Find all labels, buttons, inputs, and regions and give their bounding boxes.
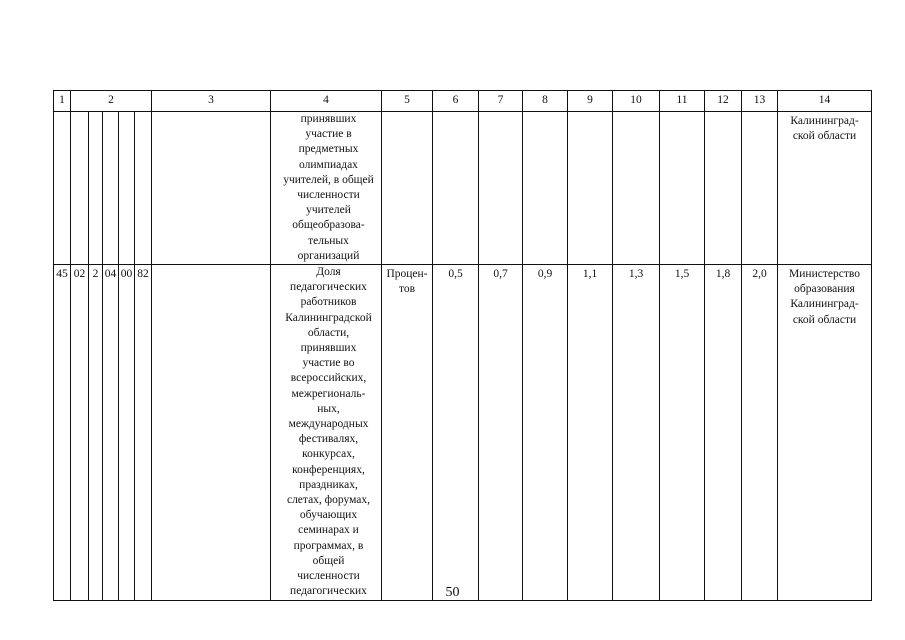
code-cell-2: 02: [71, 265, 89, 600]
value-cell-7: 0,7: [479, 265, 523, 600]
col-3-cell: [152, 112, 271, 265]
code-cell-5: 00: [119, 265, 135, 600]
code-cell-6: 82: [135, 265, 152, 600]
table-row-continued: [54, 112, 872, 265]
indicator-name-text: Доля педагогических работников Калининградской области, принявших участие во всероссийских, межрегиональ- ных, международных фестивалях, конкурсах, конференциях, праздниках, слетах, форумах, обучающих семинарах и программах, в общей численности педагогических: [285, 266, 372, 598]
indicator-name-text: принявших участие в предметных олимпиадах учителей, в общей численности учителей общеобразова- тельных организаций: [283, 113, 374, 262]
header-col-12: 12: [705, 91, 742, 112]
value-cell-8: 0,9: [523, 265, 568, 600]
code-cell: [54, 112, 71, 265]
value-cell-12: 1,8: [705, 265, 742, 600]
header-col-2: 2: [71, 91, 152, 112]
value-cell: [742, 112, 778, 265]
responsible-org-cell: [778, 265, 872, 600]
header-col-11: 11: [660, 91, 705, 112]
header-col-14: 14: [778, 91, 872, 112]
responsible-org-text: Калининград- ской области: [790, 115, 859, 143]
value-cell: [479, 112, 523, 265]
header-col-1: 1: [54, 91, 71, 112]
value-cell-6: 0,5: [433, 265, 479, 600]
header-col-8: 8: [523, 91, 568, 112]
indicator-name-cell: [271, 112, 382, 265]
code-cell: [119, 112, 135, 265]
unit-cell: [382, 265, 433, 600]
code-cell-4: 04: [103, 265, 119, 600]
responsible-org-cell: [778, 112, 872, 265]
header-col-10: 10: [613, 91, 660, 112]
value-cell-9: 1,1: [568, 265, 613, 600]
value-cell-13: 2,0: [742, 265, 778, 600]
value-cell: [660, 112, 705, 265]
header-col-3: 3: [152, 91, 271, 112]
code-cell-3: 2: [89, 265, 103, 600]
unit-text: Процен- тов: [386, 268, 428, 296]
header-col-4: 4: [271, 91, 382, 112]
code-cell: [89, 112, 103, 265]
value-cell-11: 1,5: [660, 265, 705, 600]
indicator-name-cell: [271, 265, 382, 600]
value-cell-10: 1,3: [613, 265, 660, 600]
value-cell: [705, 112, 742, 265]
header-col-13: 13: [742, 91, 778, 112]
header-col-5: 5: [382, 91, 433, 112]
page-number: 50: [445, 585, 460, 600]
code-cell: [135, 112, 152, 265]
code-cell-1: 45: [54, 265, 71, 600]
value-cell: [568, 112, 613, 265]
code-cell: [103, 112, 119, 265]
indicators-table: [53, 90, 872, 601]
unit-cell: [382, 112, 433, 265]
table-row-45: [54, 265, 872, 600]
col-3-cell: [152, 265, 271, 600]
header-row: [54, 91, 872, 112]
header-col-6: 6: [433, 91, 479, 112]
value-cell: [613, 112, 660, 265]
responsible-org-text: Министерство образования Калининград- ской области: [789, 268, 860, 326]
header-col-9: 9: [568, 91, 613, 112]
header-col-7: 7: [479, 91, 523, 112]
value-cell: [523, 112, 568, 265]
value-cell: [433, 112, 479, 265]
code-cell: [71, 112, 89, 265]
